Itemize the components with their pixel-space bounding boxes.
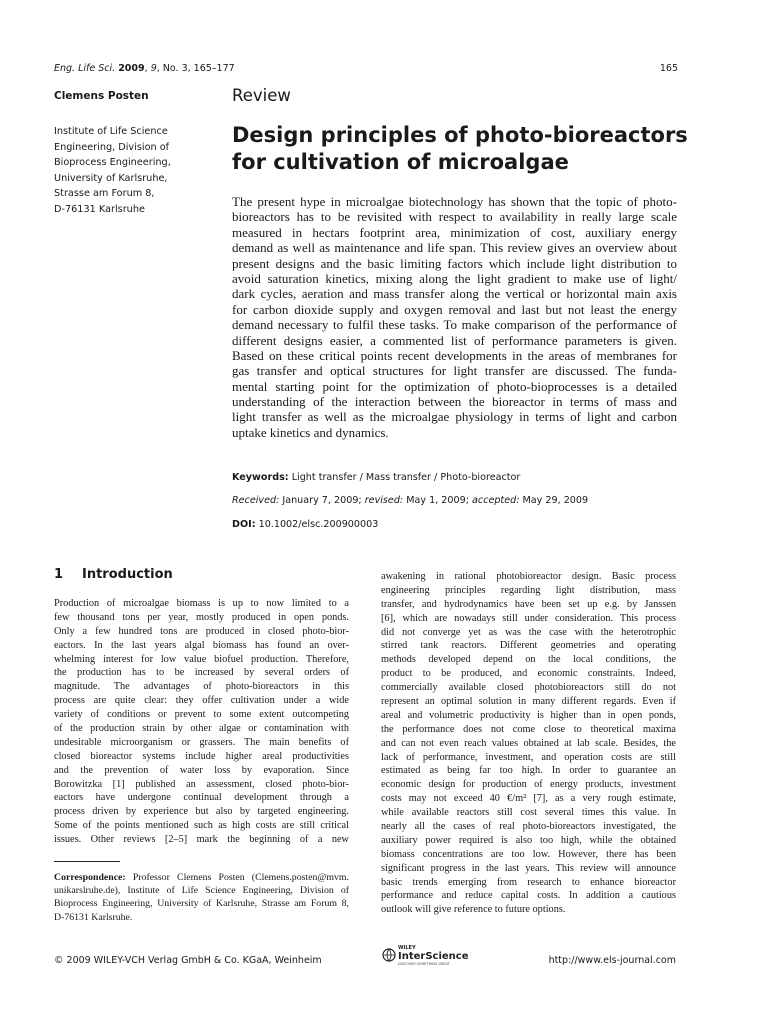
body-line: outlook will give reference to future options. <box>381 904 566 916</box>
title-line: for cultivation of microalgae <box>232 149 569 174</box>
keywords-label: Keywords: <box>232 472 289 483</box>
abstract-line: gas transfer and optical structures for light transfer are discussed. The funda- <box>232 363 677 379</box>
keywords-value: Light transfer / Mass transfer / Photo-bioreactor <box>291 472 521 483</box>
body-line: areal and volumetric productivity is higher than in open ponds, <box>381 709 676 721</box>
correspondence-line: Professor Clemens Posten (Clemens.posten@mvm. <box>125 872 349 883</box>
body-line: undesirable microorganism or grassers. The main benefits of <box>54 736 349 748</box>
body-line: stirred tank reactors. Different geometries and operating <box>381 640 676 652</box>
author-name: Clemens Posten <box>54 90 149 102</box>
affiliation-line: D-76131 Karlsruhe <box>54 203 145 215</box>
body-line: closed bioreactor systems include higher areal productivities <box>54 750 349 762</box>
body-line: issues. Other reviews [2–5] mark the beginning of a new <box>54 834 349 846</box>
body-line: whelming interest for low value biofuel production. Therefore, <box>54 653 349 665</box>
logo-tagline: DISCOVER SOMETHING GREAT <box>398 962 450 966</box>
body-line: [6], which are nowadays still under consideration. This process <box>381 612 676 624</box>
body-line: process are quite clear: they offer cultivation under a wide <box>54 695 349 707</box>
body-line: costs may not exceed 40 €/m² [7], as a very rough estimate, <box>381 793 676 805</box>
copyright-notice: © 2009 WILEY-VCH Verlag GmbH & Co. KGaA, Weinheim <box>54 955 322 966</box>
abstract-line: measured in hectars footprint area, minimization of cost, auxiliary energy <box>232 224 677 240</box>
abstract-line: present designs and the basic limiting factors which include light distribution to <box>232 255 677 271</box>
received-label: Received: <box>232 495 280 506</box>
abstract-line: The present hype in microalgae biotechnology has shown that the topic of photo- <box>232 194 677 209</box>
abstract-line: Based on these critical points recent developments in the areas of membranes for <box>232 347 677 363</box>
body-line: the production has to be increased by several orders of <box>54 667 349 679</box>
body-line: Production of microalgae biomass is up to now limited to a <box>54 598 349 609</box>
running-header-citation: Eng. Life Sci. 2009, 9, No. 3, 165–177 <box>54 63 235 74</box>
body-line: performance and reduce capital costs. In addition a cautious <box>381 890 676 902</box>
body-line: Only a few hundred tons are produced in closed photo-bior- <box>54 625 349 637</box>
correspondence-line: Bioprocess Engineering, University of Karlsruhe, Strasse am Forum 8, <box>54 898 349 910</box>
correspondence-line: unikarslruhe.de), Institute of Life Science Engineering, Division of <box>54 885 349 897</box>
body-line: significant progress in the last years. This review will announce <box>381 862 676 874</box>
article-type-label: Review <box>232 86 291 105</box>
logo-main-text: InterScience <box>398 951 469 962</box>
abstract-line: demand necessary to fulfil these tasks. To make comparison of the performance of <box>232 317 677 333</box>
body-line: did not converge yet as was the case with the heterotrophic <box>381 626 676 638</box>
footnote-divider <box>54 861 120 862</box>
body-line: methods developed depend on the local conditions, the <box>381 654 676 666</box>
author-affiliation <box>54 124 224 218</box>
body-line: economic design for production of energy products, investment <box>381 779 676 791</box>
abstract <box>232 194 677 440</box>
abstract-line: uptake kinetics and dynamics. <box>232 424 389 440</box>
keywords <box>232 472 520 483</box>
correspondence-label: Correspondence: <box>54 872 126 883</box>
affiliation-line: Institute of Life Science <box>54 126 168 137</box>
body-line: product to be produced, and economic constraints. Indeed, <box>381 668 676 680</box>
section-number: 1 <box>54 567 64 582</box>
body-line: biomass concentrations are too low. However, there has been <box>381 848 676 860</box>
body-line: process driven by experience but also by targeted engineering. <box>54 806 349 818</box>
logo-wiley-text: WILEY <box>398 945 416 951</box>
affiliation-line: Strasse am Forum 8, <box>54 188 155 200</box>
body-column-left <box>54 597 349 847</box>
body-line: the performance does not come close to theoretical maxima <box>381 723 676 735</box>
doi <box>232 519 378 530</box>
correspondence-note <box>54 871 349 924</box>
body-line: eactors have undergone continual development through a <box>54 792 349 804</box>
abstract-line: bioreactors has to be revisited with respect to availability in really large scale <box>232 209 677 225</box>
revised-date: May 1, 2009; <box>406 495 469 506</box>
section-title: Introduction <box>82 567 173 582</box>
body-line: lack of performance, investment, and operation costs are still <box>381 751 676 763</box>
body-line: nearly all the cases of real photo-bioreactors investigated, the <box>381 821 676 833</box>
abstract-line: for carbon dioxide supply and oxygen removal and last but not least the energy <box>232 301 677 317</box>
body-line: Borowitzka [1] published an assessment, closed photo-bior- <box>54 778 349 790</box>
body-line: eactors. In the last years algal biomass has found an over- <box>54 639 349 651</box>
page-number: 165 <box>659 63 678 74</box>
journal-url-link[interactable]: http://www.els-journal.com <box>548 955 676 966</box>
body-line: variety of conditions or prevent to some extent outcompeting <box>54 709 349 721</box>
affiliation-line: Engineering, Division of <box>54 141 170 153</box>
title-line: Design principles of photo-bioreactors <box>232 123 688 147</box>
abstract-line: light transfer as well as the microalgae physiology in terms of light and carbon <box>232 409 677 425</box>
journal-volume: 9 <box>150 63 157 74</box>
body-line: commercially available closed photobioreactors still do not <box>381 682 676 694</box>
article-title <box>232 122 688 175</box>
abstract-line: understanding of the interaction between the bioreactor in terms of mass and <box>232 394 677 410</box>
abstract-line: dark cycles, aeration and mass transfer along the vertical or horizontal main axis <box>232 286 677 302</box>
body-line: auxiliary power required is also too high, while the obtained <box>381 834 676 846</box>
abstract-line: demand as well as maintenance and life span. This review gives an overview about <box>232 240 677 256</box>
correspondence-line: D-76131 Karlsruhe. <box>54 911 133 923</box>
wiley-interscience-logo <box>382 940 482 970</box>
body-line: engineering principles regarding light distribution, mass <box>381 584 676 596</box>
body-line: of the production strain by other algae or contamination with <box>54 723 349 735</box>
body-line: transfer, and hydrodynamics have been set up e.g. by Janssen <box>381 598 676 610</box>
doi-value[interactable]: 10.1002/elsc.200900003 <box>258 519 379 530</box>
body-line: Some of the points mentioned such as high costs are still critical <box>54 820 349 832</box>
accepted-date: May 29, 2009 <box>522 495 589 506</box>
revised-label: revised: <box>364 495 404 506</box>
received-date: January 7, 2009; <box>282 495 362 506</box>
journal-name: Eng. Life Sci. <box>54 63 116 74</box>
abstract-line: different designs easier, a commented list of performance parameters is given. <box>232 332 677 348</box>
abstract-line: mental starting point for the optimization of photo-bioprocesses is a detailed <box>232 378 677 394</box>
body-line: and can not even reach values obtained at lab scale. Besides, the <box>381 737 676 749</box>
affiliation-line: University of Karlsruhe, <box>54 172 168 184</box>
journal-year: 2009 <box>118 63 145 74</box>
body-line: basic trends emerging from research to enhance bioreactor <box>381 876 676 888</box>
body-line: estimated as being far too high. In order to guarantee an <box>381 765 676 777</box>
abstract-line: avoid saturation kinetics, mixing along the light gradient to make use of light/ <box>232 270 677 286</box>
body-line: represent an optimal solution in many different regards. Even if <box>381 696 676 708</box>
body-line: few thousand tons per year, mostly produced in open ponds. <box>54 611 349 623</box>
affiliation-line: Bioprocess Engineering, <box>54 157 171 169</box>
doi-label: DOI: <box>232 519 256 530</box>
body-line: magnitude. The advantages of photo-bioreactors in this <box>54 681 349 693</box>
body-line: while available reactors still cost several times this value. In <box>381 807 676 819</box>
body-line: and the prevention of water loss by evaporation. Since <box>54 764 349 776</box>
section-heading <box>54 567 173 582</box>
article-dates <box>232 495 588 506</box>
accepted-label: accepted: <box>472 495 520 506</box>
body-column-right <box>381 570 676 917</box>
body-line: awakening in rational photobioreactor design. Basic process <box>381 571 676 582</box>
journal-issue-pages: , No. 3, 165–177 <box>156 63 235 74</box>
